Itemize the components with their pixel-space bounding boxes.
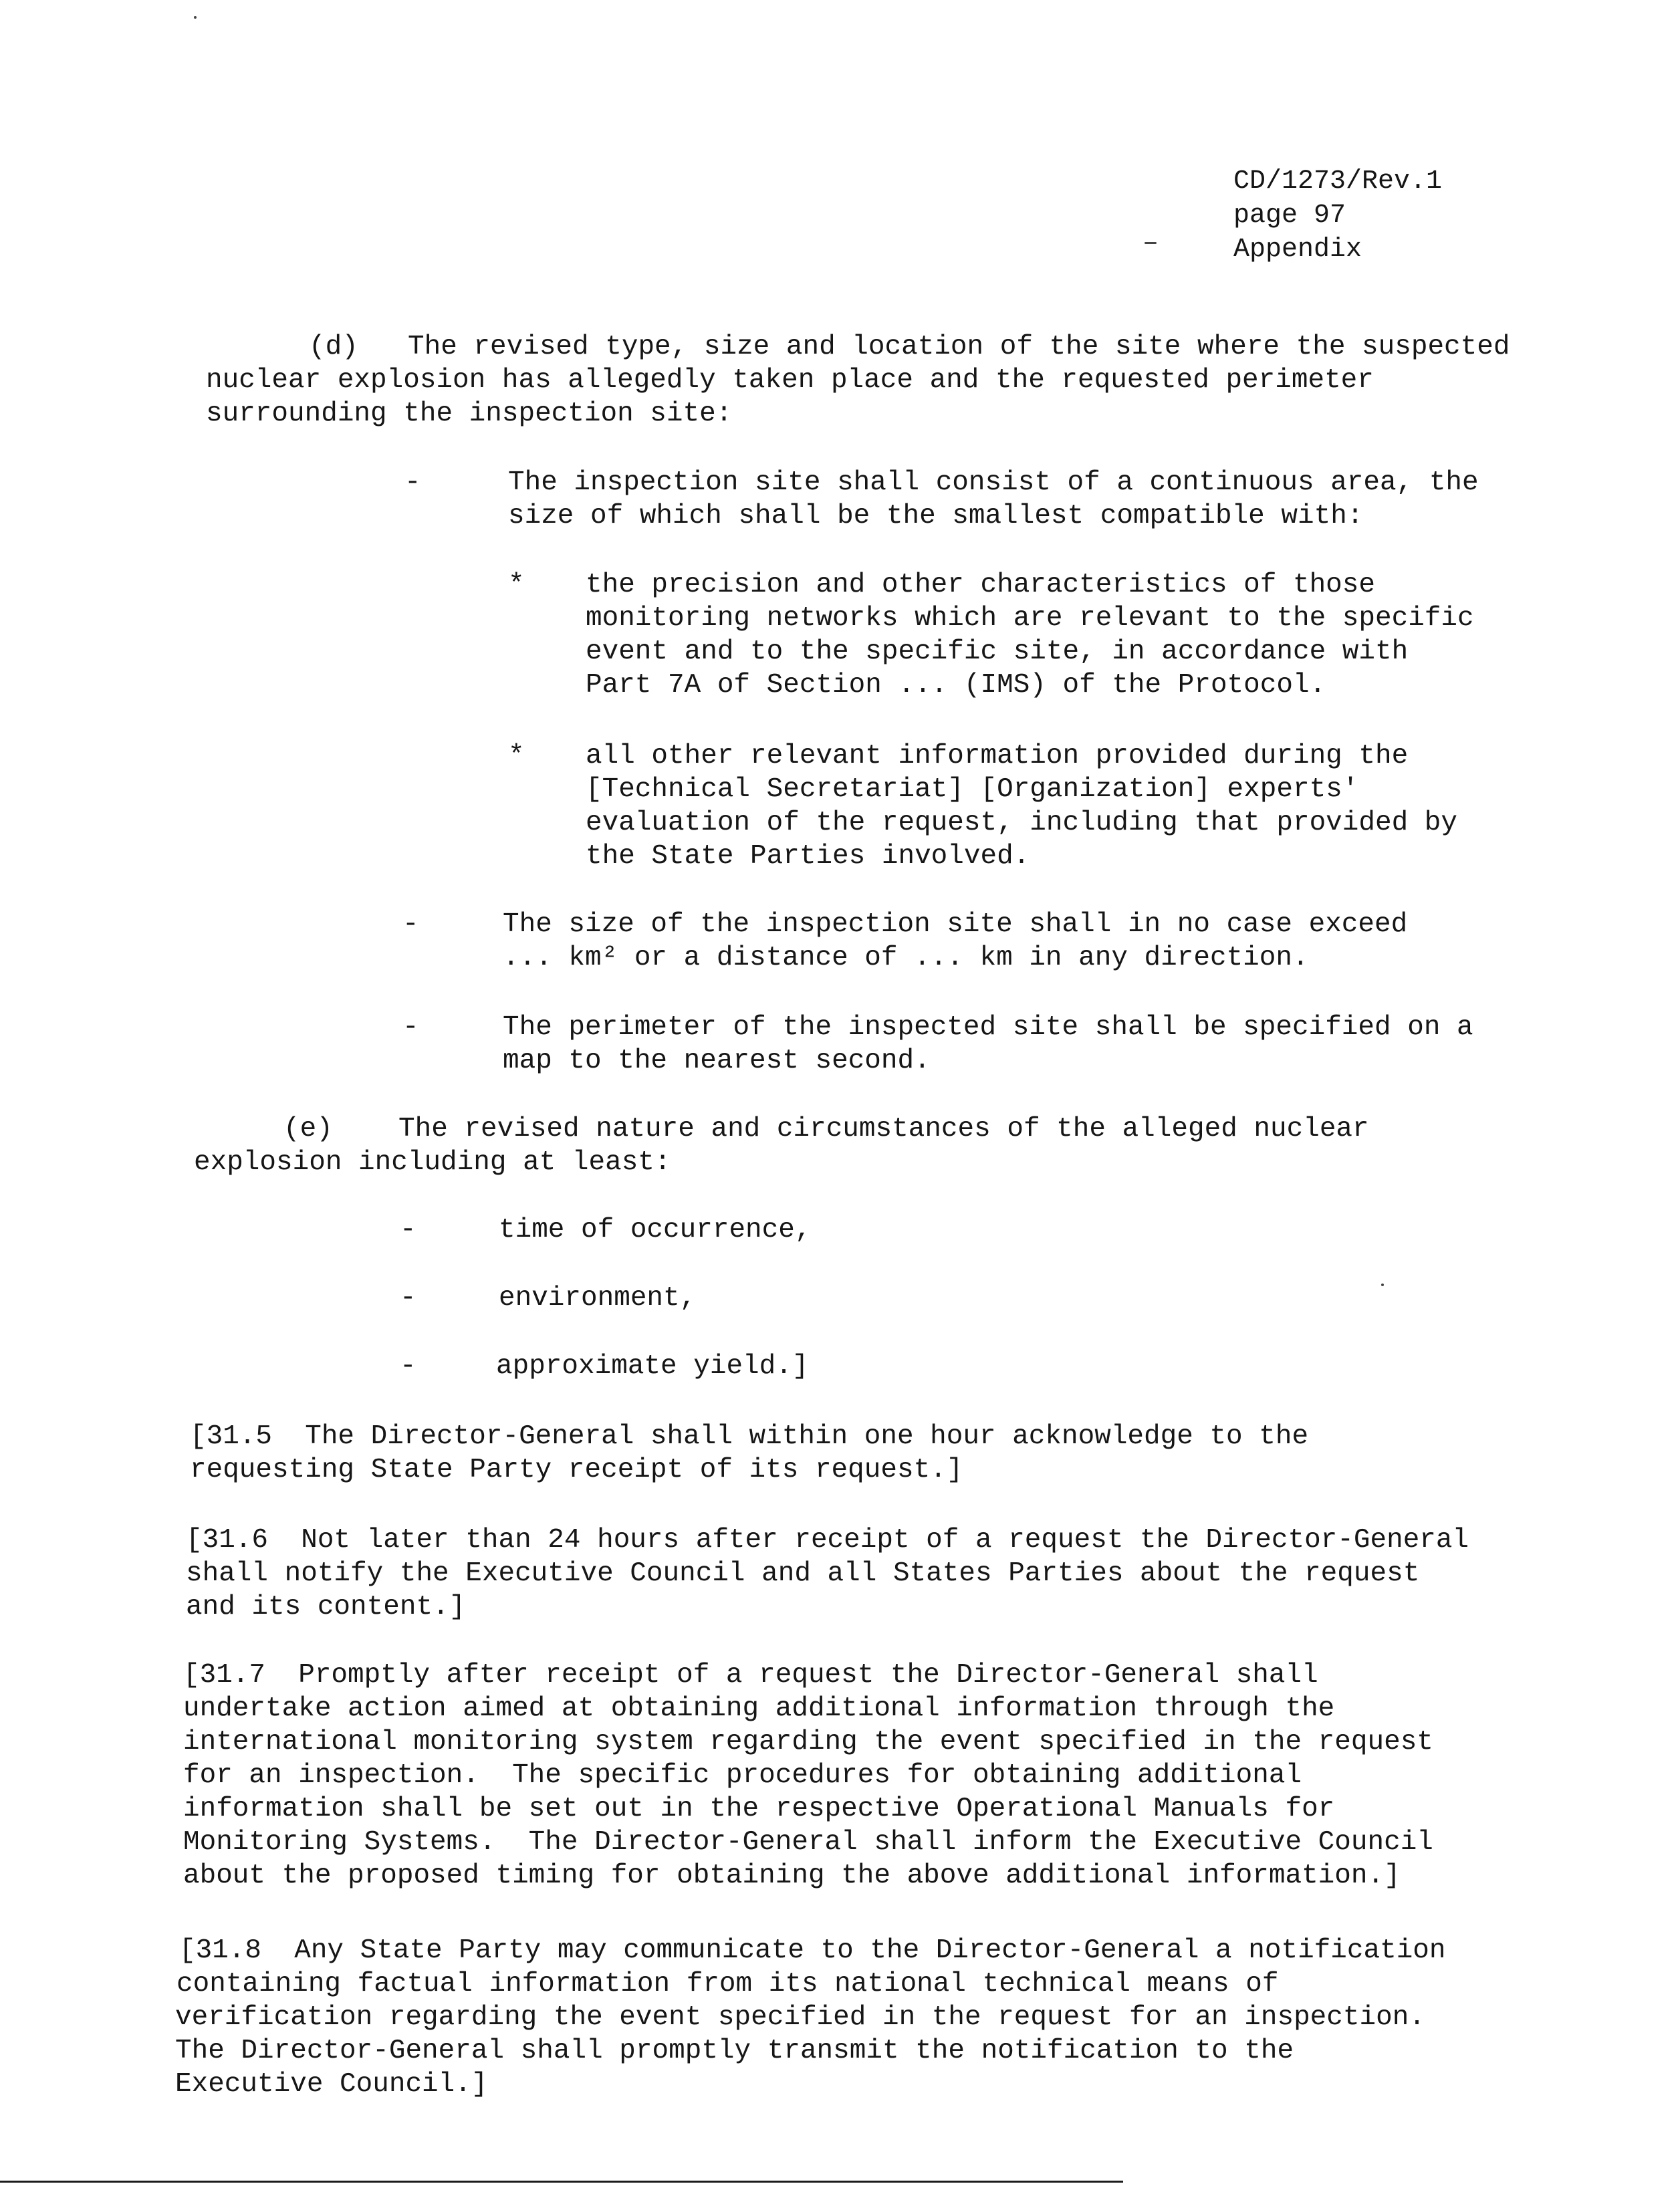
scan-speck — [194, 16, 197, 19]
subitem-line: event and to the specific site, in accordance with — [586, 636, 1409, 667]
paragraph-line: [31.5 The Director-General shall within one hour acknowledge to the — [190, 1421, 1309, 1452]
item-d-line: surrounding the inspection site: — [206, 398, 733, 429]
item-e-line: The revised nature and circumstances of the alleged nuclear — [398, 1114, 1369, 1144]
item-d-marker: (d) — [309, 332, 358, 362]
subitem-line: evaluation of the request, including that provided by — [586, 808, 1458, 838]
paragraph-line: international monitoring system regarding the event specified in the request — [183, 1727, 1433, 1757]
item-d-line: The revised type, size and location of the site where the suspected — [408, 332, 1510, 362]
item-e-marker: (e) — [283, 1114, 333, 1144]
dash-bullet: - — [400, 1283, 416, 1314]
bullet-line: time of occurrence, — [499, 1215, 812, 1245]
subitem-line: monitoring networks which are relevant to the specific — [586, 603, 1474, 634]
dash-bullet: - — [402, 1012, 419, 1043]
paragraph-line: [31.8 Any State Party may communicate to the Director-General a notification — [179, 1935, 1446, 1966]
bullet-line: environment, — [499, 1283, 697, 1314]
asterisk-bullet: * — [508, 570, 525, 600]
item-d-line: nuclear explosion has allegedly taken place and the requested perimeter — [206, 365, 1374, 396]
subitem-line: the State Parties involved. — [586, 841, 1030, 872]
dash-bullet: - — [400, 1215, 416, 1245]
paragraph-line: containing factual information from its national technical means of — [176, 1969, 1279, 1999]
paragraph-line: verification regarding the event specified in the request for an inspection. — [175, 2002, 1425, 2033]
paragraph-line: shall notify the Executive Council and all States Parties about the request — [186, 1558, 1420, 1589]
paragraph-line: about the proposed timing for obtaining the above additional information.] — [183, 1860, 1401, 1891]
document-symbol: CD/1273/Rev.1 — [1233, 166, 1443, 197]
annex-label: Appendix — [1233, 235, 1362, 265]
subitem-line: the precision and other characteristics of those — [586, 570, 1375, 600]
page-number: page 97 — [1233, 201, 1346, 231]
paragraph-line: for an inspection. The specific procedures for obtaining additional — [183, 1760, 1302, 1791]
dash-bullet: - — [404, 467, 421, 498]
paragraph-line: [31.7 Promptly after receipt of a request the Director-General shall — [183, 1660, 1318, 1691]
paragraph-line: information shall be set out in the respective Operational Manuals for — [183, 1794, 1335, 1824]
paragraph-line: and its content.] — [186, 1592, 466, 1622]
bullet-line: map to the nearest second. — [503, 1046, 931, 1076]
bullet-line: size of which shall be the smallest compatible with: — [508, 501, 1364, 531]
paragraph-line: Executive Council.] — [175, 2069, 488, 2100]
asterisk-bullet: * — [508, 741, 525, 771]
paragraph-line: [31.6 Not later than 24 hours after receipt of a request the Director-General — [186, 1525, 1469, 1556]
bullet-line: ... km² or a distance of ... km in any direction. — [503, 943, 1309, 973]
paragraph-line: undertake action aimed at obtaining additional information through the — [183, 1693, 1335, 1724]
bullet-line: The size of the inspection site shall in no case exceed — [503, 909, 1408, 940]
subitem-line: [Technical Secretariat] [Organization] experts' — [586, 774, 1359, 805]
bullet-line: approximate yield.] — [496, 1351, 809, 1382]
scan-speck — [1381, 1284, 1384, 1286]
document-header — [1233, 164, 1501, 267]
bottom-rule — [0, 2181, 1123, 2183]
subitem-line: Part 7A of Section ... (IMS) of the Protocol. — [586, 670, 1326, 701]
subitem-line: all other relevant information provided during the — [586, 741, 1409, 771]
paragraph-line: requesting State Party receipt of its request.] — [190, 1455, 963, 1485]
dash-bullet: - — [400, 1351, 416, 1382]
paragraph-line: The Director-General shall promptly transmit the notification to the — [175, 2036, 1294, 2066]
dash-bullet: - — [402, 909, 419, 940]
item-e-line: explosion including at least: — [194, 1147, 671, 1178]
paragraph-line: Monitoring Systems. The Director-General shall inform the Executive Council — [183, 1827, 1433, 1858]
bullet-line: The inspection site shall consist of a continuous area, the — [508, 467, 1479, 498]
bullet-line: The perimeter of the inspected site shall be specified on a — [503, 1012, 1473, 1043]
scan-speck — [1145, 242, 1157, 244]
